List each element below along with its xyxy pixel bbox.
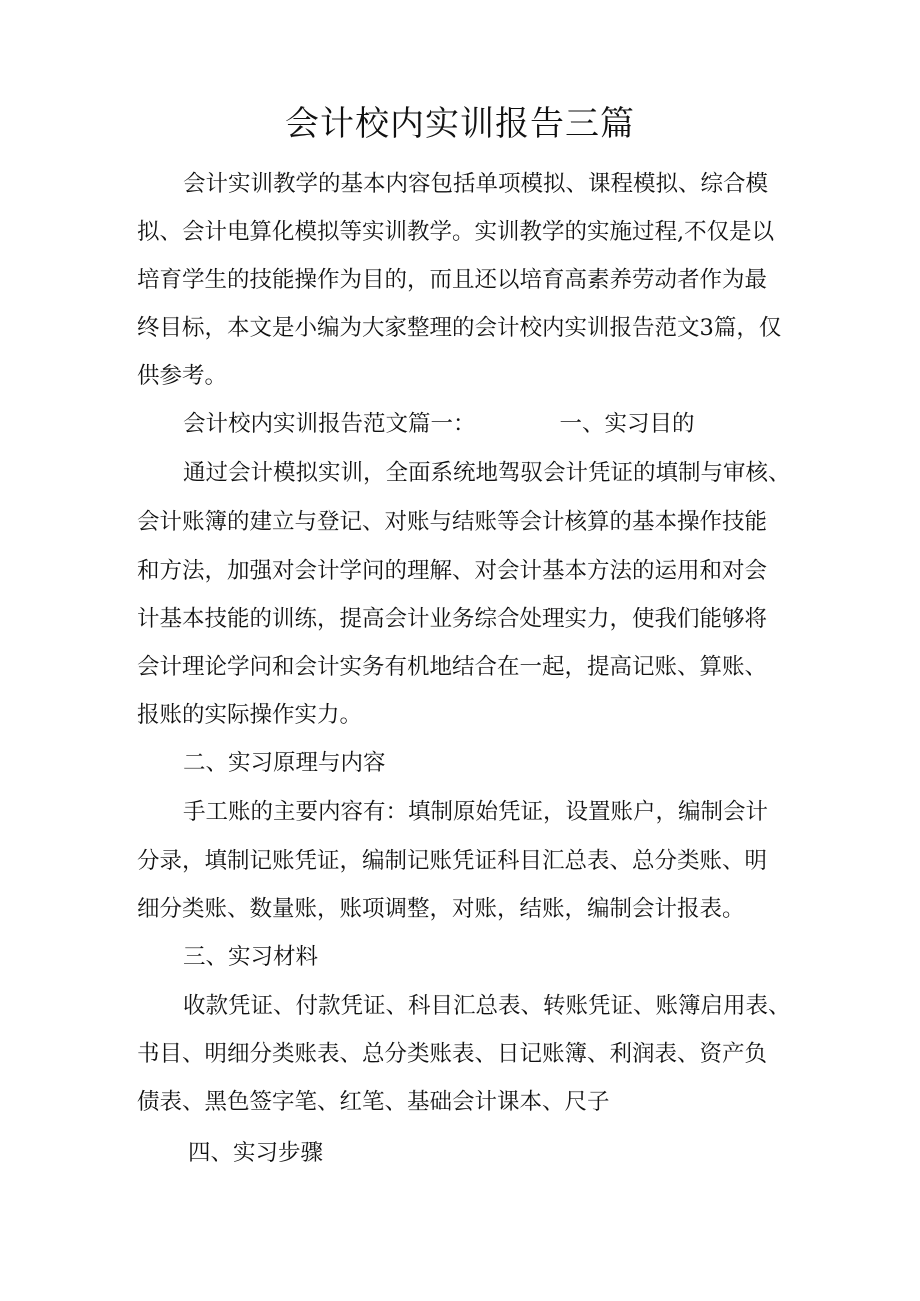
intro-line-2: 拟、会计电算化模拟等实训教学。实训教学的实施过程,不仅是以 — [137, 219, 775, 245]
purpose-line-2: 会计账簿的建立与登记、对账与结账等会计核算的基本操作技能 — [137, 509, 768, 535]
section-heading-steps: 四、实习步骤 — [188, 1140, 324, 1166]
section-one-label: 会计校内实训报告范文篇一： — [183, 411, 476, 437]
section-one-heading — [183, 408, 695, 440]
purpose-line-1: 通过会计模拟实训，全面系统地驾驭会计凭证的填制与审核、 — [183, 460, 791, 486]
materials-line-1: 收款凭证、付款凭证、科目汇总表、转账凭证、账簿启用表、 — [183, 993, 791, 1019]
purpose-heading: 一、实习目的 — [559, 411, 695, 437]
principle-line-2: 分录，填制记账凭证，编制记账凭证科目汇总表、总分类账、明 — [137, 848, 768, 874]
intro-line-4: 终目标，本文是小编为大家整理的会计校内实训报告范文3篇，仅 — [137, 315, 782, 341]
section-heading-materials: 三、实习材料 — [183, 944, 319, 970]
principle-line-1: 手工账的主要内容有：填制原始凭证，设置账户，编制会计 — [183, 799, 769, 825]
intro-line-1: 会计实训教学的基本内容包括单项模拟、课程模拟、综合模 — [183, 171, 769, 197]
materials-line-2: 书目、明细分类账表、总分类账表、日记账簿、利润表、资产负 — [137, 1041, 768, 1067]
intro-line-3: 培育学生的技能操作为目的，而且还以培育高素养劳动者作为最 — [137, 267, 768, 293]
materials-line-3: 债表、黑色签字笔、红笔、基础会计课本、尺子 — [137, 1089, 610, 1115]
purpose-line-6: 报账的实际操作实力。 — [137, 702, 363, 728]
purpose-line-4: 计基本技能的训练，提高会计业务综合处理实力，使我们能够将 — [137, 606, 768, 632]
purpose-line-3: 和方法，加强对会计学问的理解、对会计基本方法的运用和对会 — [137, 558, 768, 584]
document-title: 会计校内实训报告三篇 — [285, 104, 635, 144]
section-heading-principle: 二、实习原理与内容 — [183, 750, 386, 776]
principle-line-3: 细分类账、数量账，账项调整，对账，结账，编制会计报表。 — [137, 896, 745, 922]
intro-line-5: 供参考。 — [137, 363, 228, 389]
purpose-line-5: 会计理论学问和会计实务有机地结合在一起，提高记账、算账、 — [137, 654, 768, 680]
